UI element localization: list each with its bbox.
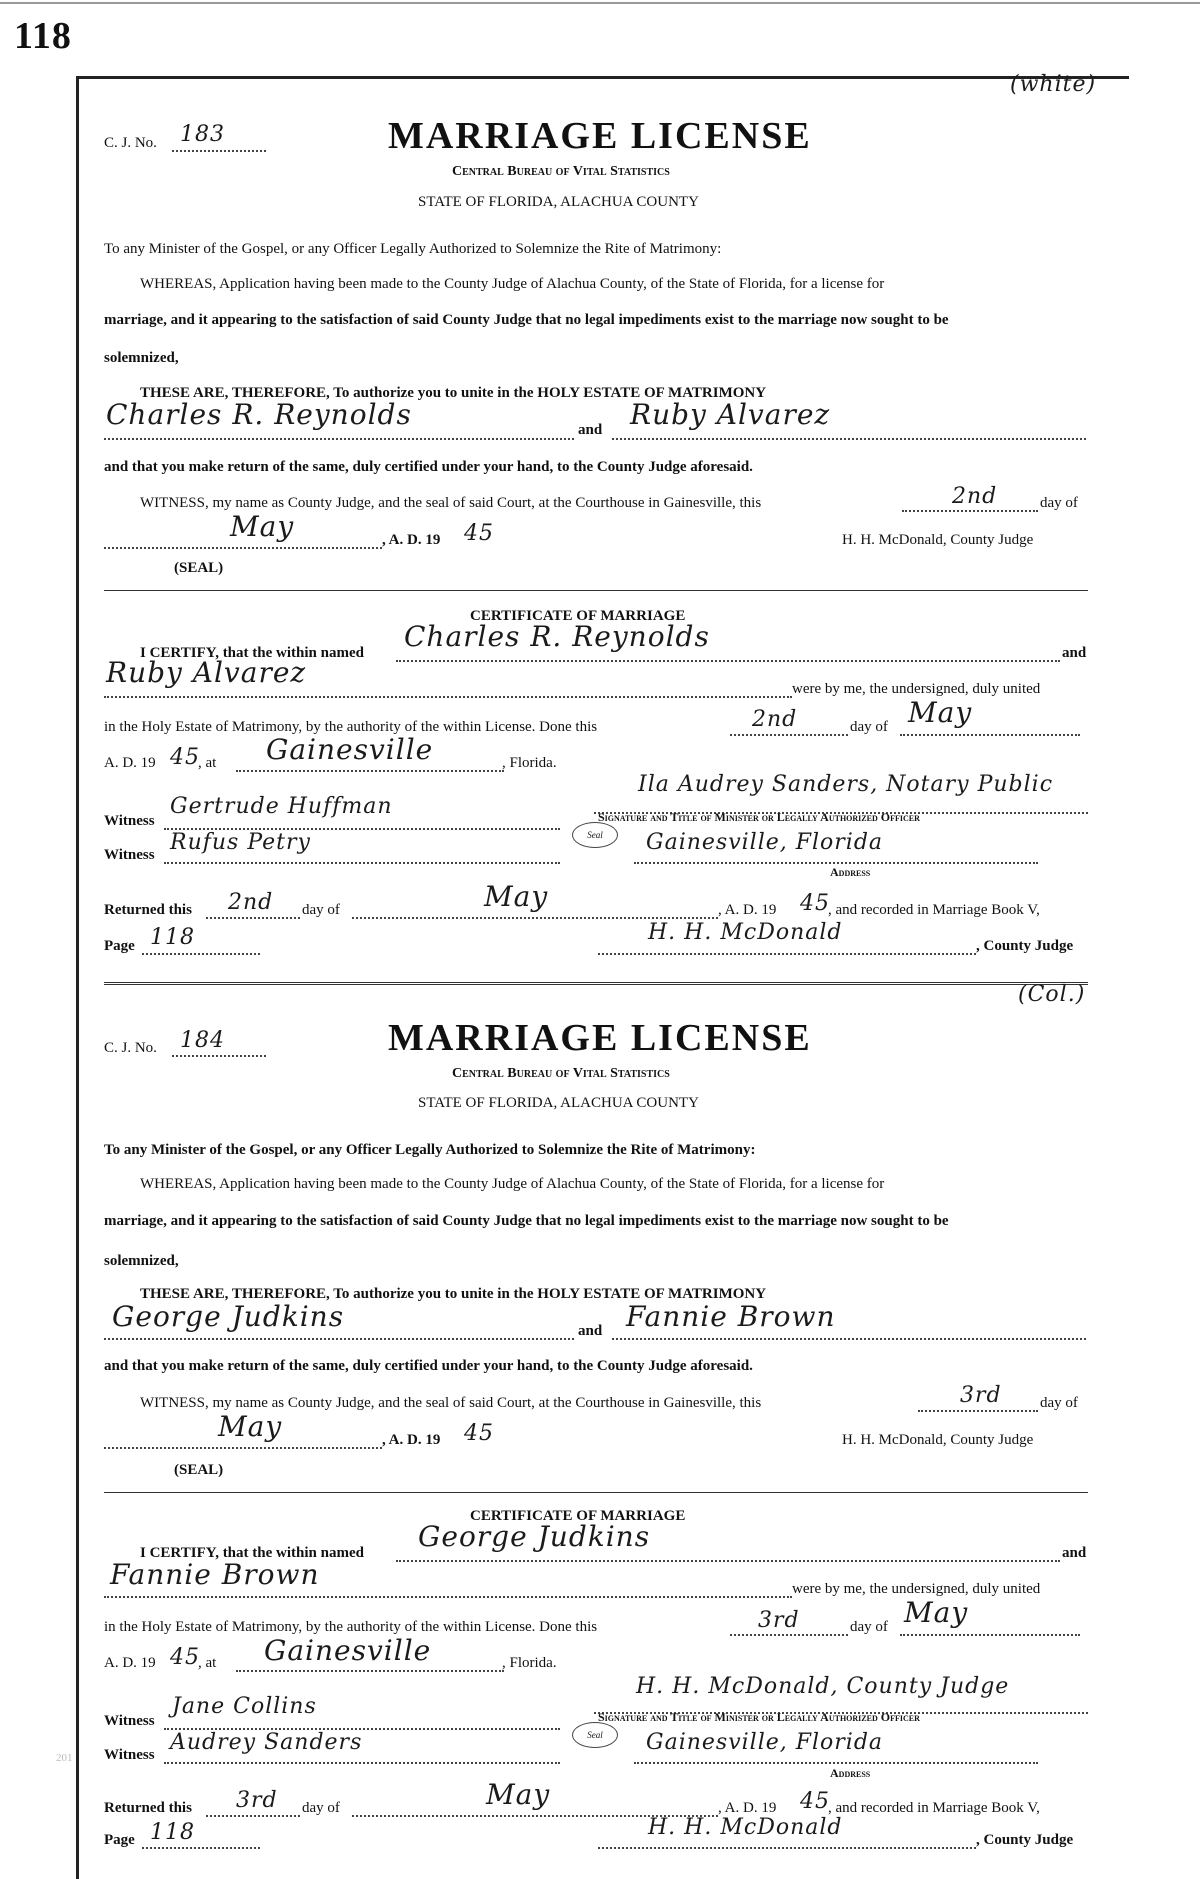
witness-1-label: Witness [104,813,155,829]
license-month-line [104,547,382,549]
certificate-title: CERTIFICATE OF MARRIAGE [470,1508,686,1524]
returned-ad-label: , A. D. 19 [718,902,777,918]
authorization-line: THESE ARE, THEREFORE, To authorize you to unite in the HOLY ESTATE OF MATRIMONY [140,385,767,401]
watermark: 201 [56,1752,73,1764]
whereas-line-3: solemnized, [104,1253,179,1269]
whereas-line-1: WHEREAS, Application having been made to the County Judge of Alachua County, of the State of Florida, for a license for [140,276,885,292]
license-day: 2nd [952,484,998,509]
returned-year: 45 [800,1789,830,1814]
top-edge-line [0,2,1200,4]
done-day: 2nd [752,707,798,732]
section-divider [104,1492,1088,1493]
groom-line [104,1338,574,1340]
judge-signature-line [598,953,976,955]
place-line [236,1670,504,1672]
florida-label: , Florida. [502,1655,557,1671]
groom-name: Charles R. Reynolds [106,398,412,431]
certify-label: I CERTIFY, that the within named [140,645,364,661]
authorization-line: THESE ARE, THEREFORE, To authorize you to unite in the HOLY ESTATE OF MATRIMONY [140,1286,767,1302]
united-text: were by me, the undersigned, duly united [792,1581,1041,1597]
returned-label: Returned this [104,1800,192,1816]
state-county-line: STATE OF FLORIDA, ALACHUA COUNTY [418,194,699,210]
margin-note: (white) [1010,72,1097,97]
ad-label: , A. D. 19 [382,532,441,548]
whereas-line-2: marriage, and it appearing to the satisfaction of said County Judge that no legal impediments exist to the marriage now sought to be [104,312,949,328]
witness-2-name: Rufus Petry [170,830,311,855]
license-month: May [218,1410,283,1443]
certificate-title: CERTIFICATE OF MARRIAGE [470,608,686,624]
ledger-frame [76,76,1129,1879]
bureau-line: Central Bureau of Vital Statistics [452,1066,670,1081]
recorded-text: , and recorded in Marriage Book V, [828,1800,1040,1816]
address-line [634,862,1038,864]
and-label: and [578,1323,603,1339]
marriage-place: Gainesville [266,733,434,766]
page-label: Page [104,938,135,954]
witness-2-label: Witness [104,847,155,863]
page-value: 118 [150,1820,195,1845]
and-label: and [578,422,603,438]
groom-name: George Judkins [112,1300,345,1333]
return-instruction: and that you make return of the same, duly certified under your hand, to the County Judge aforesaid. [104,459,753,475]
return-instruction: and that you make return of the same, duly certified under your hand, to the County Judge aforesaid. [104,1358,753,1374]
place-line [236,770,504,772]
county-judge: H. H. McDonald, County Judge [842,532,1034,548]
section-divider [104,590,1088,591]
cj-number: 183 [180,122,225,147]
returned-year: 45 [800,891,830,916]
cert-bride-line [104,1596,792,1598]
done-month-line [900,734,1080,736]
witness-clause: WITNESS, my name as County Judge, and the seal of said Court, at the Courthouse in Gainesville, this [140,495,762,511]
cert-bride-name: Fannie Brown [110,1558,320,1591]
returned-day-line [206,1815,300,1817]
license-year: 45 [464,521,494,546]
done-day-line [730,1634,848,1636]
witness-2-name: Audrey Sanders [170,1730,363,1755]
at-label: , at [198,1655,217,1671]
margin-note: (Col.) [1018,982,1086,1007]
recorded-text: , and recorded in Marriage Book V, [828,902,1040,918]
done-day-of-label: day of [850,719,888,735]
witness-2-line [164,1762,560,1764]
officiant-address: Gainesville, Florida [646,830,884,855]
county-judge-label: , County Judge [976,938,1074,954]
witness-1-name: Jane Collins [172,1694,317,1719]
returned-day: 3rd [236,1788,278,1813]
license-day: 3rd [960,1383,1002,1408]
bureau-line: Central Bureau of Vital Statistics [452,164,670,179]
judge-signature: H. H. McDonald [648,920,843,945]
cert-bride-line [104,696,792,698]
witness-2-label: Witness [104,1747,155,1763]
returned-month: May [484,880,549,913]
cert-groom-name: Charles R. Reynolds [404,620,710,653]
record-divider [104,982,1088,985]
whereas-line-3: solemnized, [104,350,179,366]
seal-stamp: Seal [572,822,618,848]
done-day-of-label: day of [850,1619,888,1635]
done-month: May [908,696,973,729]
marriage-place: Gainesville [264,1634,432,1667]
officiant-signature: H. H. McDonald, County Judge [636,1674,1010,1699]
license-year: 45 [464,1421,494,1446]
license-month-line [104,1447,382,1449]
signature-caption: Signature and Title of Minister or Legally Authorized Officer [598,810,920,824]
witness-1-name: Gertrude Huffman [170,794,393,819]
signature-caption: Signature and Title of Minister or Legally Authorized Officer [598,1710,920,1724]
ad-prefix: A. D. 19 [104,1655,156,1671]
done-month-line [900,1634,1080,1636]
bride-line [612,438,1086,440]
salutation: To any Minister of the Gospel, or any Officer Legally Authorized to Solemnize the Rite of Matrimony: [104,241,722,257]
county-judge: H. H. McDonald, County Judge [842,1432,1034,1448]
at-label: , at [198,755,217,771]
done-day: 3rd [758,1608,800,1633]
license-title: MARRIAGE LICENSE [388,115,812,157]
united-text: were by me, the undersigned, duly united [792,681,1041,697]
cj-number-line [172,150,266,152]
done-year: 45 [170,1645,200,1670]
done-month: May [904,1596,969,1629]
officiant-signature: Ila Audrey Sanders, Notary Public [638,772,1054,797]
certify-label: I CERTIFY, that the within named [140,1545,364,1561]
witness-1-label: Witness [104,1713,155,1729]
salutation: To any Minister of the Gospel, or any Officer Legally Authorized to Solemnize the Rite of Matrimony: [104,1142,756,1158]
groom-line [104,438,574,440]
page-value-line [142,953,260,955]
county-judge-label: , County Judge [976,1832,1074,1848]
returned-month-line [352,917,718,919]
bride-name: Fannie Brown [626,1300,836,1333]
page-label: Page [104,1832,135,1848]
officiant-address: Gainesville, Florida [646,1730,884,1755]
done-year: 45 [170,745,200,770]
cert-groom-name: George Judkins [418,1520,651,1553]
returned-day-line [206,917,300,919]
address-line [634,1762,1038,1764]
ad-label: , A. D. 19 [382,1432,441,1448]
judge-signature: H. H. McDonald [648,1815,843,1840]
whereas-line-2: marriage, and it appearing to the satisfaction of said County Judge that no legal impediments exist to the marriage now sought to be [104,1213,949,1229]
license-month: May [230,510,295,543]
cert-groom-line [396,660,1060,662]
seal-stamp: Seal [572,1722,618,1748]
returned-month: May [486,1778,551,1811]
cj-number-label: C. J. No. [104,1040,157,1056]
license-day-line [902,510,1038,512]
cert-bride-name: Ruby Alvarez [106,656,307,689]
returned-day: 2nd [228,890,274,915]
license-day-line [918,1410,1038,1412]
returned-label: Returned this [104,902,192,918]
page-number: 118 [14,15,72,57]
page-value: 118 [150,925,195,950]
holy-estate-text: in the Holy Estate of Matrimony, by the authority of the within License. Done this [104,719,598,735]
cj-number-label: C. J. No. [104,135,157,151]
returned-ad-label: , A. D. 19 [718,1800,777,1816]
bride-name: Ruby Alvarez [630,398,831,431]
address-label: Address [830,865,871,879]
cert-and-label: and [1062,1545,1087,1561]
whereas-line-1: WHEREAS, Application having been made to the County Judge of Alachua County, of the State of Florida, for a license for [140,1176,885,1192]
cert-groom-line [396,1560,1060,1562]
returned-day-of-label: day of [302,1800,340,1816]
witness-2-line [164,862,560,864]
cj-number: 184 [180,1028,225,1053]
holy-estate-text: in the Holy Estate of Matrimony, by the authority of the within License. Done this [104,1619,598,1635]
witness-clause: WITNESS, my name as County Judge, and the seal of said Court, at the Courthouse in Gainesville, this [140,1395,762,1411]
page-value-line [142,1847,260,1849]
license-title: MARRIAGE LICENSE [388,1017,812,1059]
seal-label: (SEAL) [174,560,224,576]
day-of-label: day of [1040,495,1078,511]
florida-label: , Florida. [502,755,557,771]
cert-and-label: and [1062,645,1087,661]
day-of-label: day of [1040,1395,1078,1411]
seal-label: (SEAL) [174,1462,224,1478]
judge-signature-line [598,1847,976,1849]
address-label: Address [830,1766,871,1780]
cj-number-line [172,1055,266,1057]
done-day-line [730,734,848,736]
ad-prefix: A. D. 19 [104,755,156,771]
bride-line [612,1338,1086,1340]
returned-day-of-label: day of [302,902,340,918]
state-county-line: STATE OF FLORIDA, ALACHUA COUNTY [418,1095,699,1111]
